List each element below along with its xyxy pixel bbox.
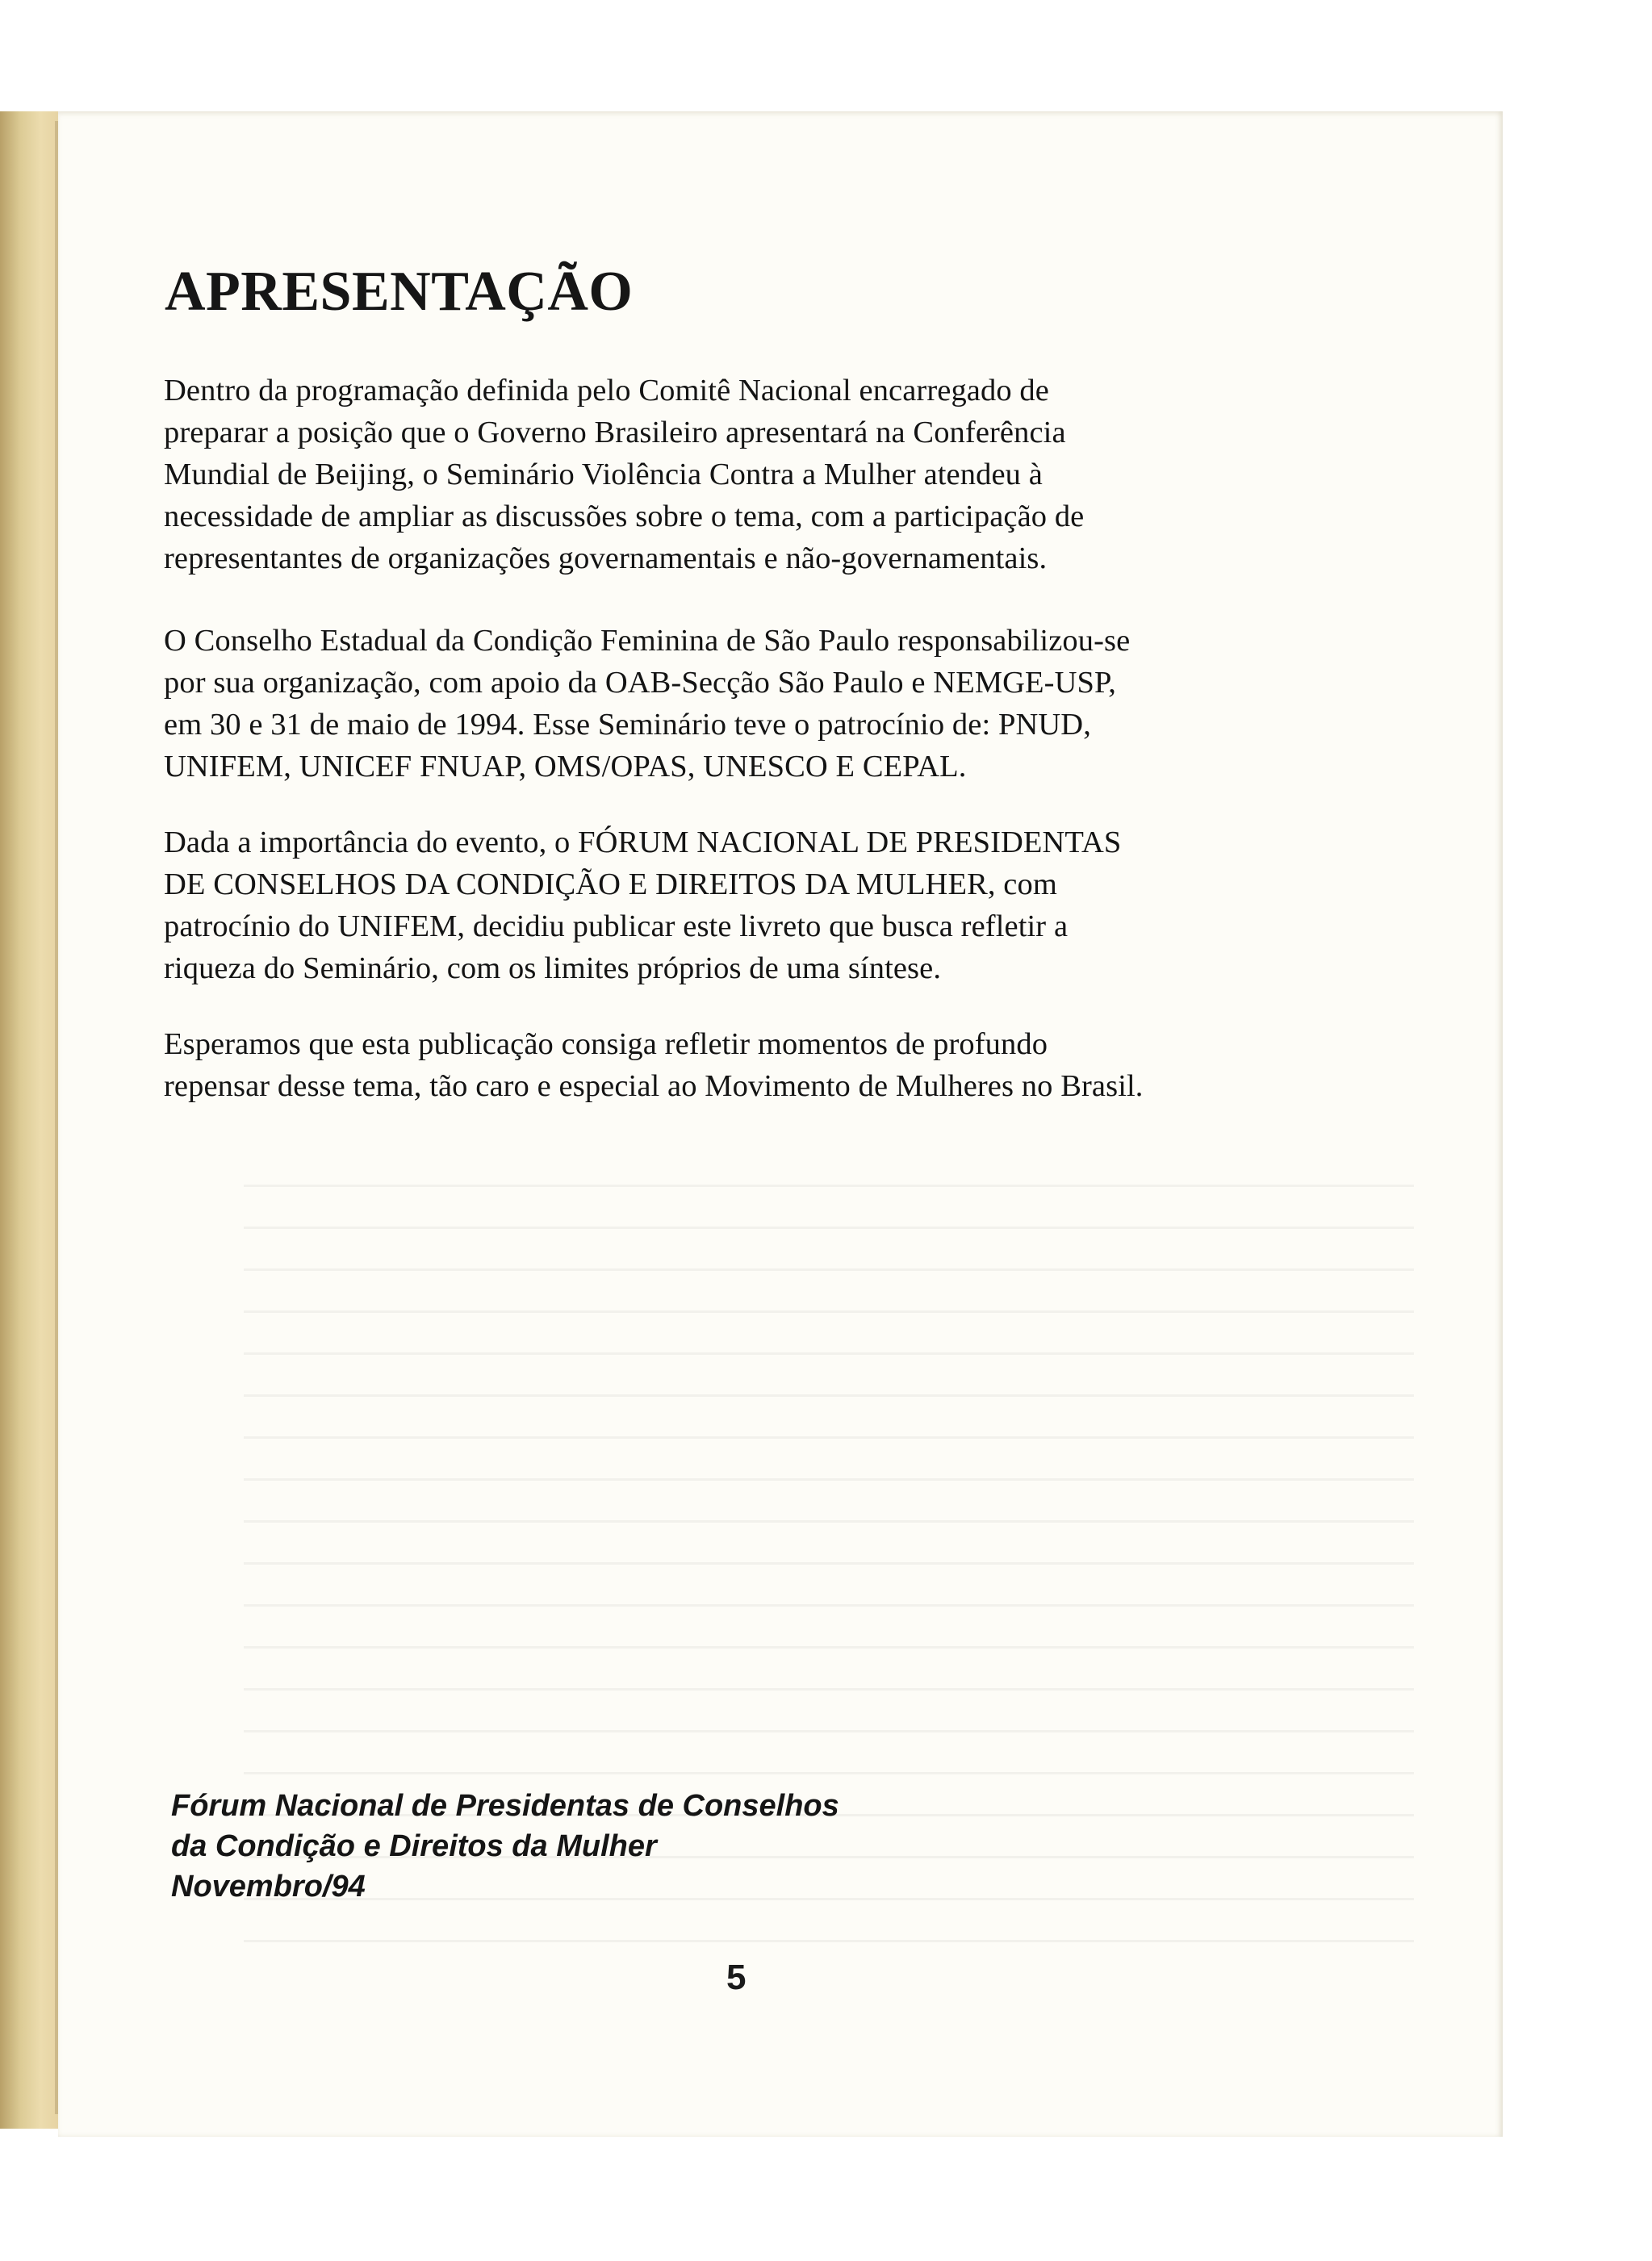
- paragraph-3: Dada a importância do evento, o FÓRUM NACIONAL DE PRESIDENTAS DE CONSELHOS DA CONDIÇÃO E DIREITOS DA MULHER, com patrocínio do UNIFEM, decidiu publicar este livreto que busca refletir a riqueza do Seminário, com os limites próprios de uma síntese.: [164, 825, 1122, 985]
- booklet-spine: [0, 111, 58, 2129]
- signature-date: Novembro/94: [171, 1870, 366, 1904]
- paragraph-2: O Conselho Estadual da Condição Feminina de São Paulo responsabilizou-se por sua organização, com apoio da OAB-Secção São Paulo e NEMGE-USP, em 30 e 31 de maio de 1994. Esse Seminário teve o patrocínio de: PNUD, UNIFEM, UNICEF FNUAP, OMS/OPAS, UNESCO E CEPAL.: [164, 624, 1131, 784]
- paragraph-4: Esperamos que esta publicação consiga refletir momentos de profundo repensar desse tema, tão caro e especial ao Movimento de Mulheres no Brasil.: [164, 1027, 1144, 1103]
- signature-line-2: da Condição e Direitos da Mulher: [171, 1829, 657, 1863]
- signature-line-1: Fórum Nacional de Presidentas de Conselhos: [171, 1789, 839, 1823]
- page-number: 5: [726, 1958, 747, 1997]
- signature-block: [171, 1786, 839, 1907]
- document-page: [58, 111, 1503, 2137]
- paragraph-1: Dentro da programação definida pelo Comitê Nacional encarregado de preparar a posição que o Governo Brasileiro apresentará na Conferência Mundial de Beijing, o Seminário Violência Contra a Mulher atendeu à necessidade de ampliar as discussões sobre o tema, com a participação de representantes de organizações governamentais e não-governamentais.: [164, 374, 1085, 575]
- page-title: APRESENTAÇÃO: [165, 261, 634, 323]
